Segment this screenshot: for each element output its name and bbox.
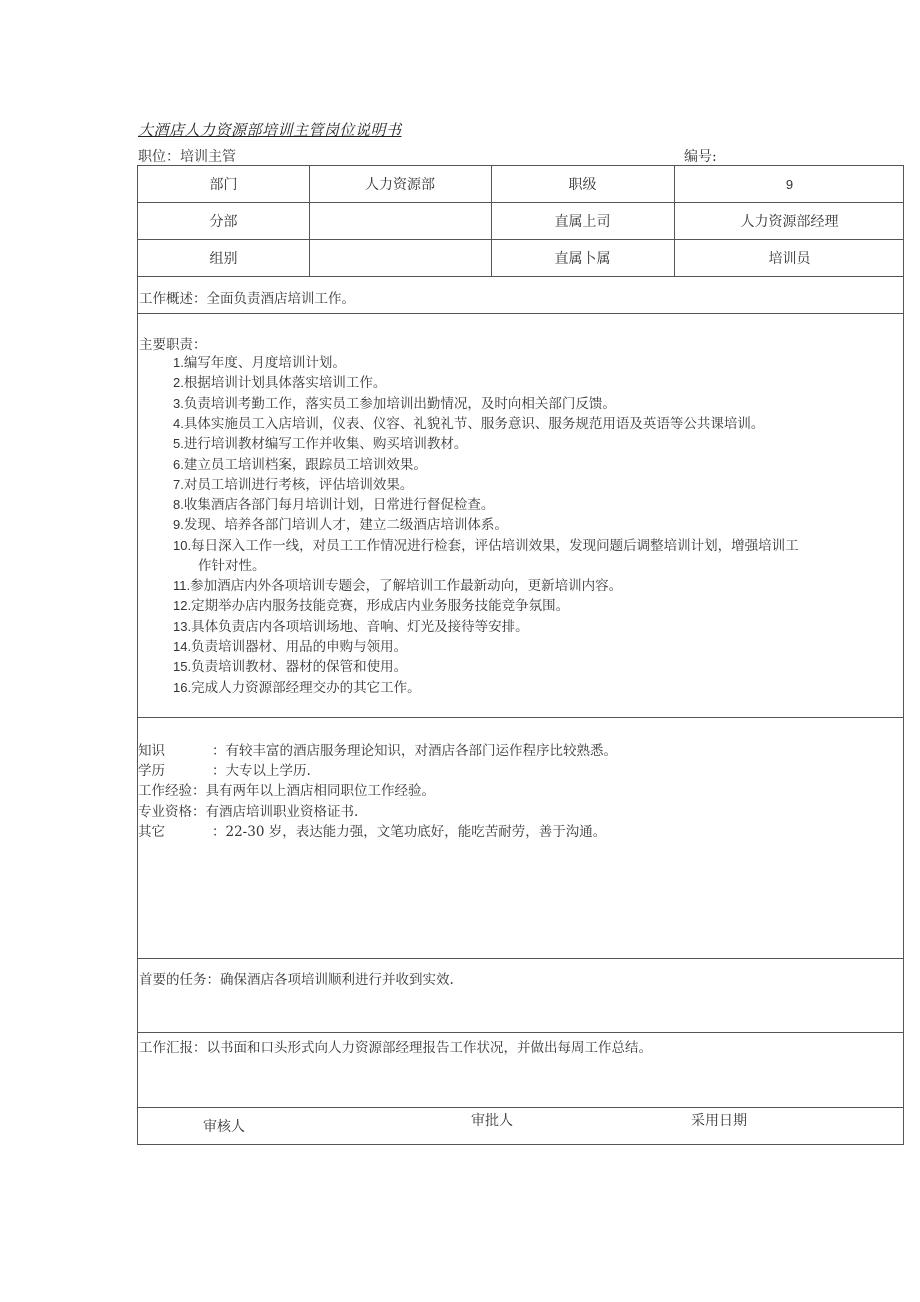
- reviewer-label: 审核人: [203, 1119, 245, 1135]
- duty-number: 11.: [173, 578, 191, 593]
- row-divider: [138, 313, 903, 314]
- duty-item: [173, 394, 893, 414]
- qualification-label: 学历: [138, 763, 165, 780]
- qualification-text: ：大专以上学历.: [212, 763, 311, 780]
- qualification-text: ：具有两年以上酒店相同职位工作经验。: [192, 783, 435, 800]
- duty-item: [173, 434, 893, 454]
- duty-text: 建立员工培训档案，跟踪员工培训效果。: [183, 456, 427, 473]
- duty-text: 负责培训教材、器材的保管和使用。: [191, 659, 408, 676]
- duty-number: 9.: [173, 517, 184, 533]
- supervisor-value: 人力资源部经理: [740, 214, 839, 230]
- duty-number: 1.: [173, 355, 184, 370]
- duty-text: 根据培训计划具体落实培训工作。: [183, 375, 387, 392]
- duty-text: 负责培训考勤工作，落实员工参加培训出勤情况，及时向相关部门反馈。: [183, 395, 616, 412]
- grade-label: 职级: [568, 177, 597, 193]
- duty-text: 每日深入工作一线，对员工工作情况进行检套，评估培训效果，发现问题后调整培训计划，增强培训工: [191, 537, 799, 554]
- job-description-table: [137, 165, 904, 1145]
- duty-number: 5.: [173, 436, 184, 452]
- duty-item: [173, 637, 893, 657]
- duty-number: 3.: [173, 395, 184, 411]
- row-divider: [138, 1032, 903, 1033]
- duty-number: 12.: [173, 598, 192, 614]
- duty-number: 13.: [173, 618, 192, 634]
- duty-number: 15.: [173, 659, 192, 675]
- dept-label: 部门: [209, 177, 238, 193]
- duties-title: 主要职责：: [139, 337, 207, 353]
- duty-text: 具体负责店内各项培训场地、音响、灯光及接待等安排。: [191, 618, 529, 635]
- group-label: 组别: [209, 251, 238, 267]
- work-report: 工作汇报：以书面和口头形式向人力资源部经理报告工作状况，并做出每周工作总结。: [139, 1040, 652, 1056]
- supervisor-label: 直属上司: [554, 214, 611, 230]
- approver-label: 审批人: [471, 1113, 513, 1129]
- subordinate-value: 培训员: [768, 251, 811, 267]
- qualification-label: 知识: [138, 743, 165, 759]
- duty-number: 2.: [173, 375, 184, 391]
- qualification-text: ：有酒店培训职业资格证书.: [192, 803, 359, 820]
- duty-text: 参加酒店内外各项培训专题会，了解培训工作最新动向，更新培训内容。: [190, 578, 623, 594]
- duty-item: [173, 576, 893, 596]
- qualification-text: ：有较丰富的酒店服务理论知识，对酒店各部门运作程序比较熟悉。: [212, 743, 617, 759]
- duty-text: 具体实施员工入店培训，仪表、仪容、礼貌礼节、服务意识、服务规范用语及英语等公共课培训。: [183, 415, 765, 432]
- duty-text: 完成人力资源部经理交办的其它工作。: [191, 679, 421, 696]
- qualification-item: [138, 739, 617, 759]
- duty-number: 10.: [173, 537, 192, 553]
- duty-item: [173, 536, 893, 576]
- duty-number: 6.: [173, 456, 184, 472]
- job-summary: 工作概述：全面负责酒店培训工作。: [139, 291, 355, 307]
- duty-text: 定期举办店内服务技能竞赛，形成店内业务服务技能竞争氛围。: [191, 598, 570, 615]
- duty-text: 进行培训教材编写工作并收集、购买培训教材。: [183, 436, 468, 453]
- qualification-item: [138, 820, 606, 840]
- division-label: 分部: [209, 214, 238, 230]
- duty-text: 发现、培养各部门培训人才，建立二级酒店培训体系。: [183, 517, 508, 534]
- qualification-label: 工作经验: [138, 783, 192, 800]
- duty-item: [173, 495, 893, 515]
- document-title: 大酒店人力资源部培训主管岗位说明书: [138, 121, 402, 139]
- duty-item: [173, 596, 893, 616]
- row-divider: [138, 276, 903, 277]
- grade-value: 9: [785, 176, 794, 192]
- position-label: 职位：培训主管: [138, 149, 236, 165]
- duty-item: [173, 414, 893, 434]
- duty-number: 7.: [173, 476, 184, 492]
- duty-item: [173, 475, 893, 495]
- duty-text-continued: 作针对性。: [198, 557, 266, 574]
- adoption-date-label: 采用日期: [691, 1113, 747, 1129]
- qualification-item: [138, 759, 311, 779]
- duty-text: 负责培训器材、用品的申购与领用。: [191, 638, 408, 655]
- duty-number: 4.: [173, 415, 184, 431]
- duty-item: [173, 373, 893, 393]
- qualification-item: [138, 800, 358, 820]
- duty-item: [173, 455, 893, 475]
- qualification-label: 专业资格: [138, 803, 192, 820]
- duty-text: 对员工培训进行考核，评估培训效果。: [183, 476, 414, 493]
- row-divider: [138, 1107, 903, 1108]
- qualification-label: 其它: [138, 823, 165, 840]
- duty-item: [173, 353, 893, 373]
- number-label: 编号:: [684, 149, 717, 165]
- main-task: 首要的任务：确保酒店各项培训顺利进行并收到实效.: [139, 972, 454, 988]
- duty-number: 14.: [173, 638, 192, 654]
- duty-number: 16.: [173, 679, 192, 695]
- qualification-text: ：22-30 岁，表达能力强，文笔功底好，能吃苦耐劳，善于沟通。: [212, 823, 607, 840]
- duty-item: [173, 678, 893, 698]
- subordinate-label: 直属卜属: [554, 251, 611, 267]
- qualification-item: [138, 779, 435, 799]
- group-value: [309, 240, 491, 276]
- row-divider: [138, 958, 903, 959]
- duty-item: [173, 515, 893, 535]
- duty-text: 收集酒店各部门每月培训计划，日常进行督促检查。: [183, 497, 495, 514]
- duty-number: 8.: [173, 497, 184, 513]
- division-value: [309, 203, 491, 239]
- duty-item: [173, 617, 893, 637]
- dept-value: 人力资源部: [365, 177, 435, 193]
- duty-text: 编写年度、月度培训计划。: [183, 355, 346, 371]
- row-divider: [138, 717, 903, 718]
- duty-item: [173, 657, 893, 677]
